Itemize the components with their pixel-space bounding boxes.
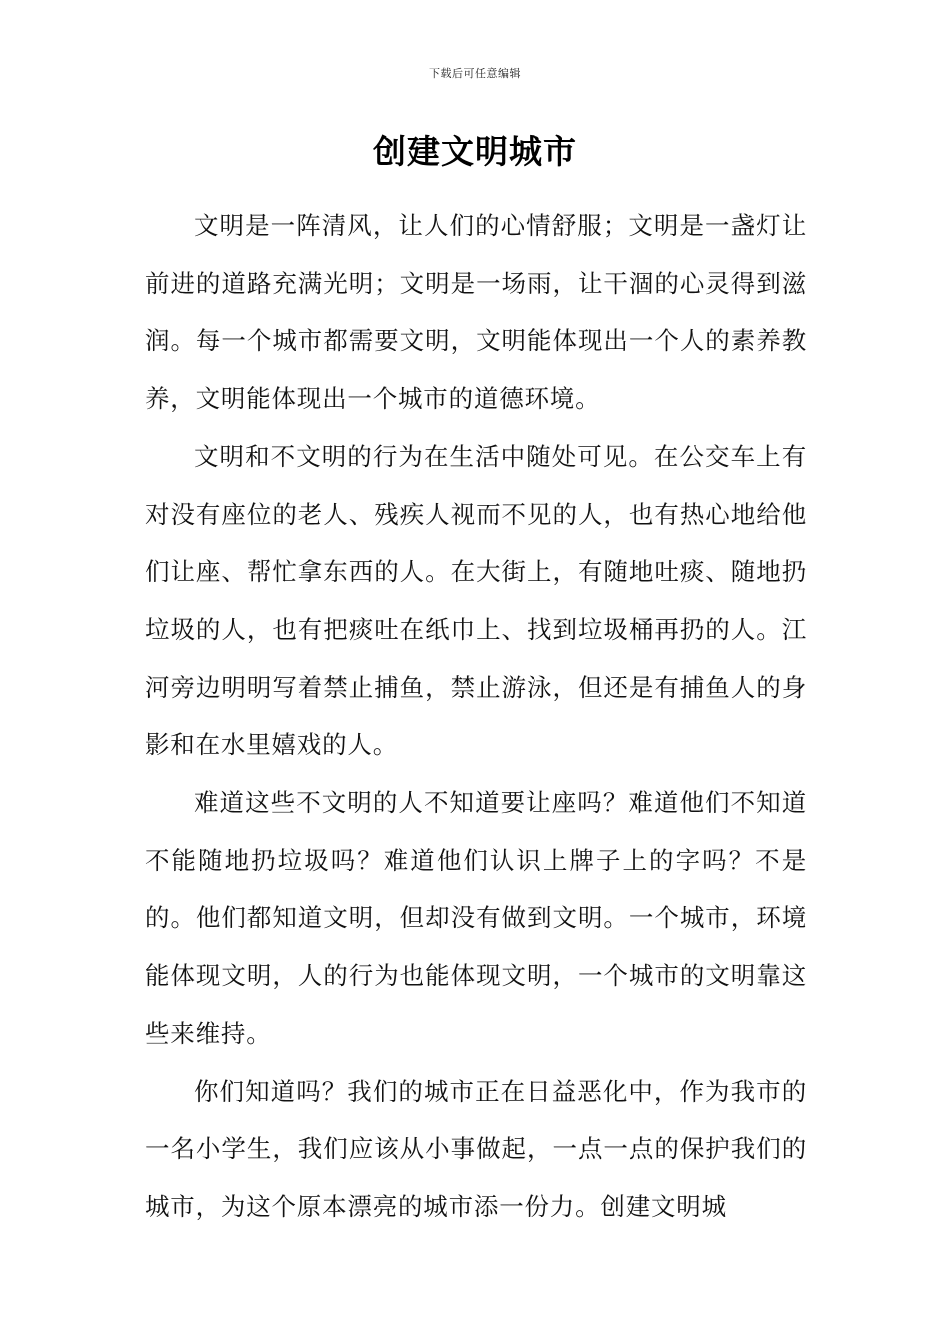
document-title: 创建文明城市 (373, 132, 577, 171)
header-note: 下载后可任意编辑 (429, 67, 521, 80)
document-body (145, 197, 807, 1236)
paragraph-3: 难道这些不文明的人不知道要让座吗？难道他们不知道不能随地扔垃圾吗？难道他们认识上牌子上的字吗？不是的。他们都知道文明，但却没有做到文明。一个城市，环境能体现文明，人的行为也能体现文明，一个城市的文明靠这些来维持。 (145, 788, 807, 1048)
paragraph-1: 文明是一阵清风，让人们的心情舒服；文明是一盏灯让前进的道路充满光明；文明是一场雨，让干涸的心灵得到滋润。每一个城市都需要文明，文明能体现出一个人的素养教养，文明能体现出一个城市的道德环境。 (145, 211, 807, 414)
paragraph-4: 你们知道吗？我们的城市正在日益恶化中，作为我市的一名小学生，我们应该从小事做起，一点一点的保护我们的城市，为这个原本漂亮的城市添一份力。创建文明城 (145, 1076, 807, 1221)
paragraph-2: 文明和不文明的行为在生活中随处可见。在公交车上有对没有座位的老人、残疾人视而不见的人，也有热心地给他们让座、帮忙拿东西的人。在大街上，有随地吐痰、随地扔垃圾的人，也有把痰吐在纸巾上、找到垃圾桶再扔的人。江河旁边明明写着禁止捕鱼，禁止游泳，但还是有捕鱼人的身影和在水里嬉戏的人。 (145, 441, 807, 760)
